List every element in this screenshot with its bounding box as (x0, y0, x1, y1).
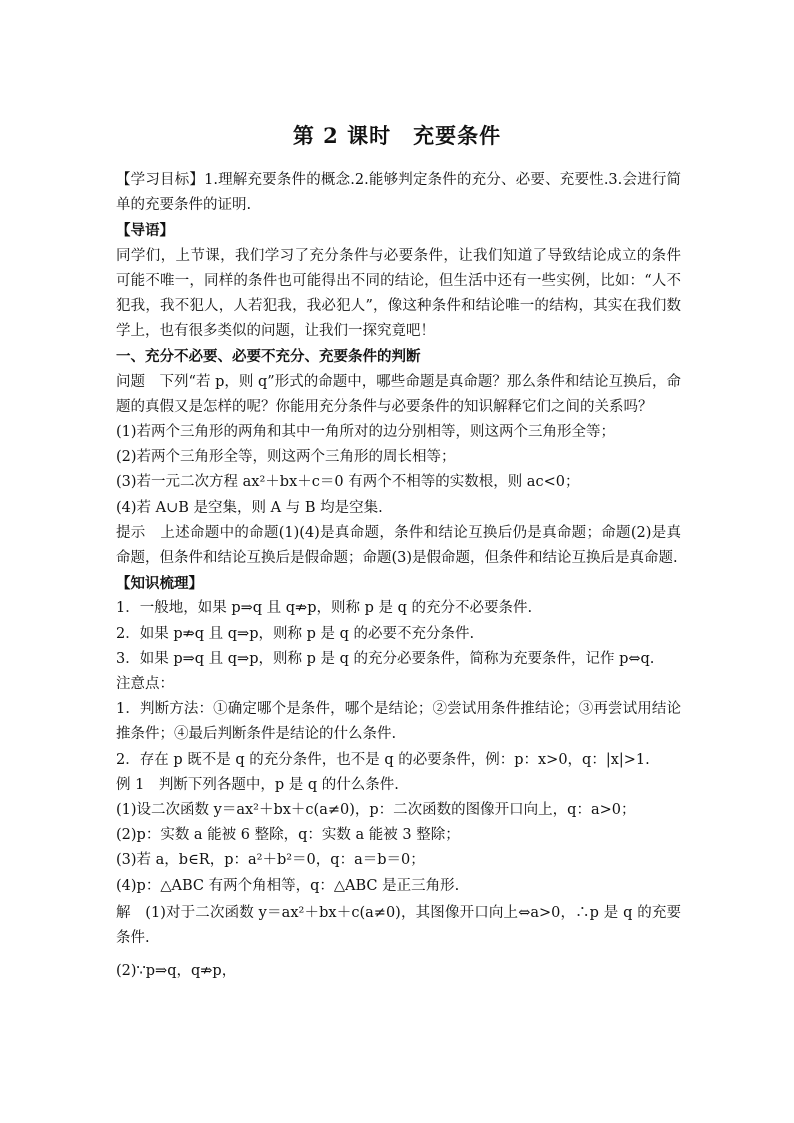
notes-item: 1．判断方法：①确定哪个是条件，哪个是结论；②尝试用条件推结论；③再尝试用结论推条件；④最后判断条件是结论的什么条件. (116, 701, 681, 743)
learning-objectives: 【学习目标】1.理解充要条件的概念.2.能够判定条件的充分、必要、充要性.3.会进行简单的充要条件的证明. (116, 172, 681, 214)
solution-part-2: (2)∵p⇒q，q⇏p， (116, 963, 237, 980)
question-item: (2)若两个三角形全等，则这两个三角形的周长相等； (116, 449, 456, 466)
example-item: (1)设二次函数 y＝ax²＋bx＋c(a≠0)，p：二次函数的图像开口向上，q：a>0； (116, 802, 636, 819)
solution-part-1: 解 (1)对于二次函数 y＝ax²＋bx＋c(a≠0)，其图像开口向上⇔a>0，∴p 是 q 的充要条件. (116, 904, 681, 947)
document-body (116, 168, 681, 985)
example-heading: 例 1 判断下列各题中，p 是 q 的什么条件. (116, 776, 399, 793)
section1-heading: 一、充分不必要、必要不充分、充要条件的判断 (116, 348, 421, 366)
intro-heading: 【导语】 (116, 222, 174, 240)
notes-item: 2．存在 p 既不是 q 的充分条件，也不是 q 的必要条件，例：p：x>0，q：|x|>1. (116, 751, 650, 768)
example-item: (2)p：实数 a 能被 6 整除，q：实数 a 能被 3 整除； (116, 827, 460, 844)
knowledge-item: 1．一般地，如果 p⇒q 且 q⇏p，则称 p 是 q 的充分不必要条件. (116, 600, 533, 617)
notes-heading: 注意点： (116, 676, 174, 693)
knowledge-item: 3．如果 p⇒q 且 q⇒p，则称 p 是 q 的充分必要条件，简称为充要条件，记作 p⇔q. (116, 650, 655, 667)
example-item: (3)若 a，b∈R，p：a²＋b²＝0，q：a＝b＝0； (116, 852, 425, 869)
knowledge-item: 2．如果 p⇏q 且 q⇒p，则称 p 是 q 的必要不充分条件. (116, 625, 475, 642)
question-item: (3)若一元二次方程 ax²＋bx＋c＝0 有两个不相等的实数根，则 ac<0； (116, 474, 580, 491)
question-text: 问题 下列“若 p，则 q”形式的命题中，哪些命题是真命题？那么条件和结论互换后，命题的真假又是怎样的呢？你能用充分条件与必要条件的知识解释它们之间的关系吗？ (116, 373, 681, 415)
question-item: (4)若 A∪B 是空集，则 A 与 B 均是空集. (116, 499, 383, 516)
question-item: (1)若两个三角形的两角和其中一角所对的边分别相等，则这两个三角形全等； (116, 424, 616, 441)
intro-text: 同学们，上节课，我们学习了充分条件与必要条件，让我们知道了导致结论成立的条件可能不唯一，同样的条件也可能得出不同的结论，但生活中还有一些实例，比如：“人不犯我，我不犯人，人若犯我，我必犯人”，像这种条件和结论唯一的结构，其实在我们数学上，也有很多类似的问题，让我们一探究竟吧！ (116, 247, 681, 340)
hint-text: 提示 上述命题中的命题(1)(4)是真命题，条件和结论互换后仍是真命题；命题(2)是真命题，但条件和结论互换后是假命题；命题(3)是假命题，但条件和结论互换后是真命题. (116, 524, 681, 567)
example-item: (4)p：△ABC 有两个角相等，q：△ABC 是正三角形. (116, 877, 460, 894)
page-title: 第 2 课时 充要条件 (292, 123, 502, 148)
knowledge-heading: 【知识梳理】 (116, 575, 203, 593)
